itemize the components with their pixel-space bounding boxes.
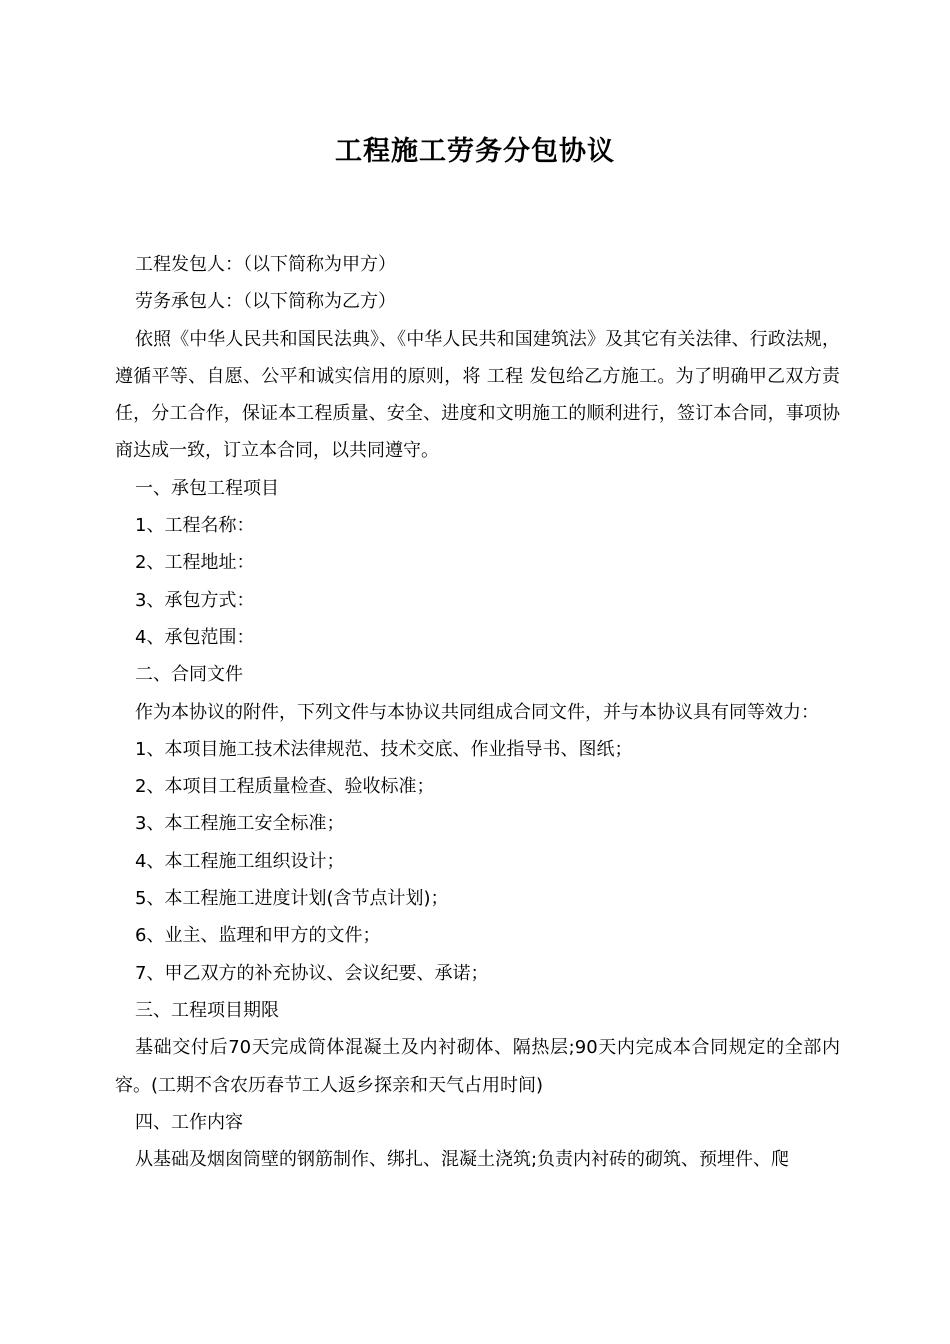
paragraph-contract-docs: 作为本协议的附件，下列文件与本协议共同组成合同文件，并与本协议具有同等效力：: [135, 701, 819, 723]
section-heading-3: 三、工程项目期限: [135, 999, 279, 1021]
paragraph-preamble: 依照《中华人民共和国民法典》、《中华人民共和国建筑法》及其它有关法律、行政法规，遵循平等、自愿、公平和诚实信用的原则，将 工程 发包给乙方施工。为了明确甲乙双方责任，分工合作，保证本工程质量、安全、进度和文明施工的顺利进行，签订本合同，事项协商达成一致，订立本合同，以共同遵守。: [115, 328, 840, 462]
list-item: 4、本工程施工组织设计；: [135, 850, 345, 872]
paragraph-duration: 基础交付后70天完成筒体混凝土及内衬砌体、隔热层;90天内完成本合同规定的全部内容。(工期不含农历春节工人返乡探亲和天气占用时间): [115, 1037, 840, 1096]
document-title: 工程施工劳务分包协议: [335, 136, 615, 167]
list-item: 2、本项目工程质量检查、验收标准；: [135, 776, 435, 798]
paragraph-subcontractor: 劳务承包人：（以下简称为乙方）: [135, 291, 396, 313]
list-item: 1、工程名称：: [135, 515, 255, 537]
list-item: 6、业主、监理和甲方的文件；: [135, 925, 381, 947]
paragraph-work-content: 从基础及烟囱筒壁的钢筋制作、绑扎、混凝土浇筑;负责内衬砖的砌筑、预埋件、爬: [135, 1149, 790, 1171]
section-heading-4: 四、工作内容: [135, 1111, 243, 1133]
document-body: [115, 246, 840, 1178]
section-heading-2: 二、合同文件: [135, 664, 243, 686]
list-item: 2、工程地址：: [135, 552, 255, 574]
list-item: 4、承包范围：: [135, 626, 255, 648]
paragraph-contractor: 工程发包人：（以下简称为甲方）: [135, 254, 396, 275]
list-item: 3、本工程施工安全标准；: [135, 813, 345, 835]
list-item: 7、甲乙双方的补充协议、会议纪要、承诺；: [135, 962, 489, 984]
section-heading-1: 一、承包工程项目: [135, 477, 279, 499]
list-item: 5、本工程施工进度计划(含节点计划)；: [135, 888, 449, 910]
list-item: 3、承包方式：: [135, 589, 255, 611]
list-item: 1、本项目施工技术法律规范、技术交底、作业指导书、图纸；: [135, 738, 633, 760]
